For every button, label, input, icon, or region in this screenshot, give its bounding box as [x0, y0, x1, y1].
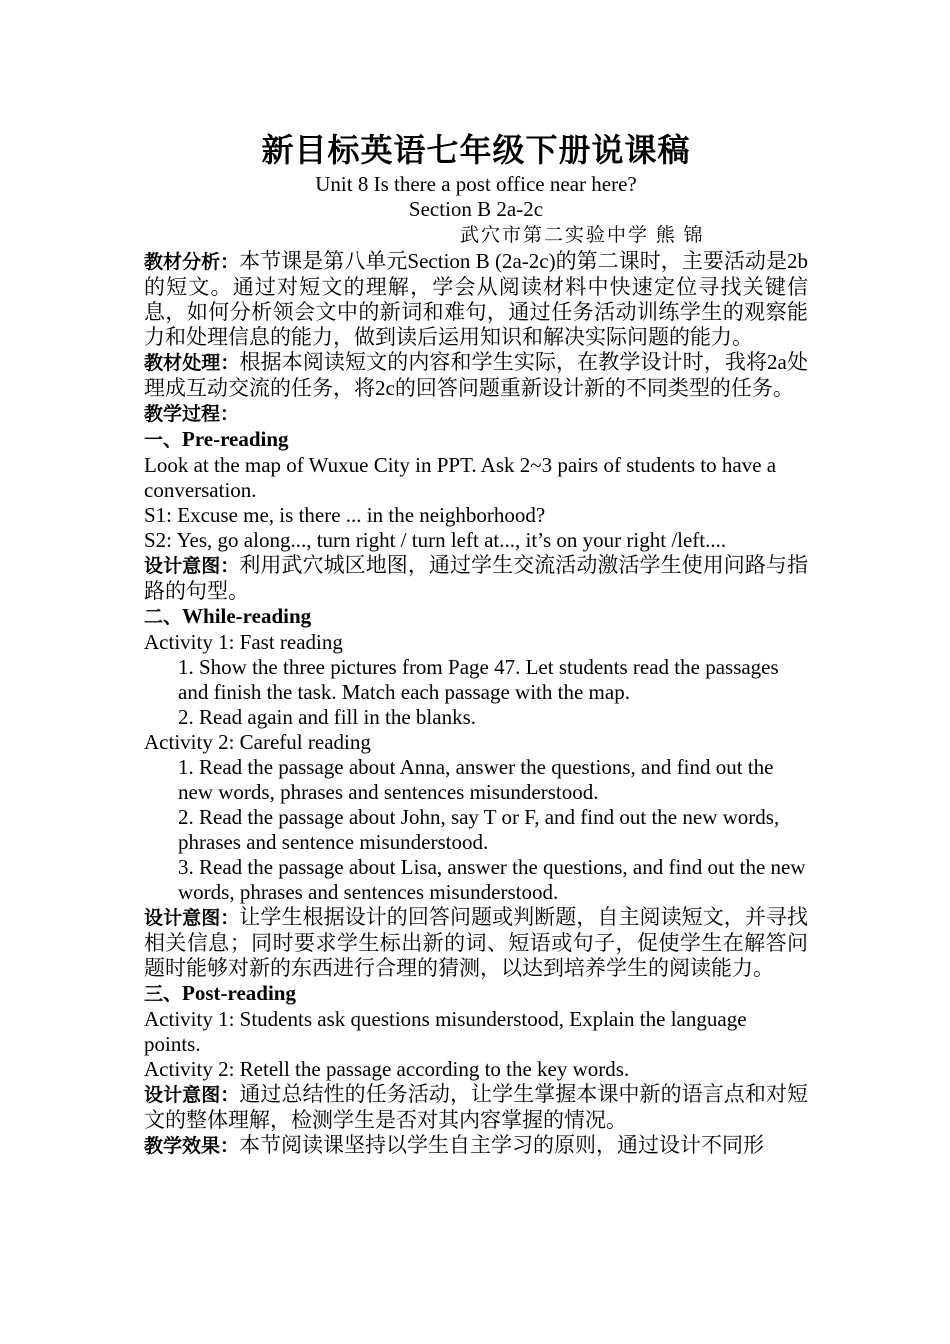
effect-text: 本节阅读课坚持以学生自主学习的原则，通过设计不同形 — [239, 1133, 765, 1157]
process-label: 教学过程： — [144, 403, 240, 425]
post-reading-heading — [144, 981, 808, 1007]
unit-title: Unit 8 Is there a post office near here? — [315, 172, 637, 196]
analysis-paragraph — [144, 249, 808, 350]
document-page — [144, 128, 808, 1159]
pre-reading-line: S1: Excuse me, is there ... in the neighborhood? — [144, 503, 546, 527]
post-reading-line: Activity 2: Retell the passage according to the key words. — [144, 1057, 630, 1081]
intent-text: 利用武穴城区地图，通过学生交流活动激活学生使用问路与指路的句型。 — [144, 553, 808, 603]
activity-item: 2. Read again and fill in the blanks. — [178, 705, 477, 729]
activity-item: 1. Read the passage about Anna, answer the questions, and find out the new words, phrases and sentences misunderstood. — [178, 755, 774, 804]
process-heading — [144, 401, 808, 427]
pre-reading-intent — [144, 553, 808, 604]
author-line: 武穴市第二实验中学 熊 锦 — [460, 225, 705, 246]
section-title: Section B 2a-2c — [408, 197, 544, 221]
page-title: 新目标英语七年级下册说课稿 — [261, 131, 691, 169]
while-reading-num: 二、 — [144, 606, 183, 628]
post-reading-num: 三、 — [144, 983, 183, 1005]
effect-label: 教学效果： — [144, 1135, 240, 1157]
pre-reading-line: Look at the map of Wuxue City in PPT. Ask 2~3 pairs of students to have a conversation. — [144, 453, 777, 502]
intent-text: 让学生根据设计的回答问题或判断题，自主阅读短文，并寻找相关信息；同时要求学生标出新的词、短语或句子，促使学生在解答问题时能够对新的东西进行合理的猜测，以达到培养学生的阅读能力。 — [144, 905, 808, 980]
intent-label: 设计意图： — [144, 907, 240, 929]
intent-label: 设计意图： — [144, 555, 240, 577]
pre-reading-title: Pre-reading — [182, 427, 289, 451]
activity-title: Activity 2: Careful reading — [144, 730, 371, 754]
pre-reading-num: 一、 — [144, 429, 183, 451]
while-reading-title: While-reading — [182, 604, 312, 628]
while-reading-intent — [144, 905, 808, 981]
analysis-label: 教材分析： — [144, 251, 240, 273]
activity-item: 3. Read the passage about Lisa, answer the questions, and find out the new words, phrases and sentences misunderstood. — [178, 855, 806, 904]
analysis-text: 本节课是第八单元Section B (2a-2c)的第二课时，主要活动是2b的短文。通过对短文的理解，学会从阅读材料中快速定位寻找关键信息，如何分析领会文中的新词和难句，通过任务活动训练学生的观察能力和处理信息的能力，做到读后运用知识和解决实际问题的能力。 — [144, 249, 808, 349]
post-reading-line: Activity 1: Students ask questions misunderstood, Explain the language points. — [144, 1007, 747, 1056]
processing-label: 教材处理： — [144, 352, 240, 374]
intent-label: 设计意图： — [144, 1084, 240, 1106]
processing-text: 根据本阅读短文的内容和学生实际，在教学设计时，我将2a处理成互动交流的任务，将2c的回答问题重新设计新的不同类型的任务。 — [144, 350, 808, 400]
activity-item: 2. Read the passage about John, say T or F, and find out the new words, phrases and sentence misunderstood. — [178, 805, 780, 854]
activity-item: 1. Show the three pictures from Page 47. Let students read the passages and finish the task. Match each passage with the map. — [178, 655, 779, 704]
pre-reading-heading — [144, 427, 808, 453]
post-reading-intent — [144, 1082, 808, 1133]
while-reading-heading — [144, 604, 808, 630]
intent-text: 通过总结性的任务活动，让学生掌握本课中新的语言点和对短文的整体理解，检测学生是否对其内容掌握的情况。 — [144, 1082, 808, 1132]
post-reading-title: Post-reading — [182, 981, 296, 1005]
processing-paragraph — [144, 350, 808, 401]
effect-paragraph — [144, 1133, 808, 1159]
pre-reading-line: S2: Yes, go along..., turn right / turn left at..., it’s on your right /left.... — [144, 528, 727, 552]
activity-title: Activity 1: Fast reading — [144, 630, 343, 654]
